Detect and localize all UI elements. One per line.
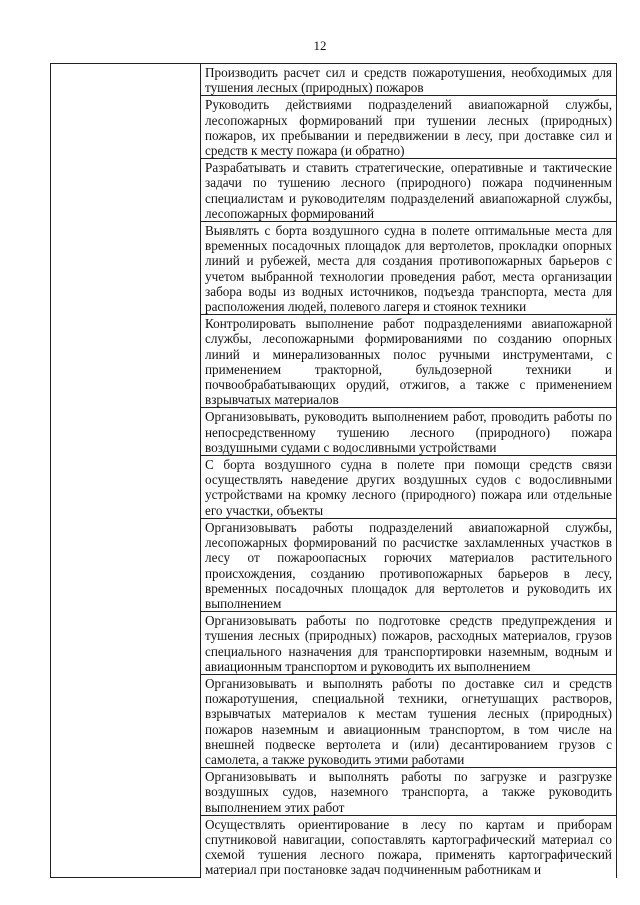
- table-cell: [201, 159, 617, 222]
- duties-table: [50, 63, 617, 878]
- table-cell: [201, 612, 617, 675]
- row-text: Организовывать, руководить выполнением работ, проводить работы по непосредственному тушению лесного (природного) пожара воздушными судами с водосливными устройствами: [205, 409, 612, 455]
- table-row: [51, 64, 617, 96]
- row-text: Выявлять с борта воздушного судна в полете оптимальные места для временных посадочных площадок для вертолетов, прокладки опорных линий и рубежей, места для создания противопожарных барьеров с учетом выбранной технологии проведения работ, места организации забора воды из водных источников, подъезда транспорта, места для расположения людей, полевого лагеря и стоянок техники: [205, 223, 612, 315]
- table-cell: [201, 518, 617, 611]
- table-cell: [201, 456, 617, 519]
- row-text: Осуществлять ориентирование в лесу по картам и приборам спутниковой навигации, сопоставлять картографический материал со схемой тушения лесного пожара, применять картографический материал при постановке задач подчиненным работникам и: [205, 816, 612, 878]
- row-text: Организовывать работы подразделений авиапожарной службы, лесопожарных формирований по расчистке захламленных участков в лесу от пожароопасных горючих материалов растительного происхождения, созданию противопожарных барьеров в лесу, временных посадочных площадок для вертолетов и руководить их выполнением: [205, 519, 612, 611]
- table-left-column-cell: [51, 64, 201, 878]
- table-cell: [201, 96, 617, 159]
- row-text: Контролировать выполнение работ подразделениями авиапожарной службы, лесопожарными формированиями по созданию опорных линий и минерализованных полос ручными инструментами, с применением тракторной, бульдозерной техники и почвообрабатывающих орудий, отжигов, а также с применением взрывчатых материалов: [205, 316, 612, 408]
- table-cell: [201, 222, 617, 315]
- page-number: 12: [313, 38, 327, 53]
- row-text: Руководить действиями подразделений авиапожарной службы, лесопожарных формирований при тушении лесных (природных) пожаров, их пребывании и передвижении в лесу, при доставке сил и средств к месту пожара (и обратно): [205, 97, 612, 159]
- row-text: Разрабатывать и ставить стратегические, оперативные и тактические задачи по тушению лесного (природного) пожара подчиненным специалистам и руководителям подразделений авиапожарной службы, лесопожарных формирований: [205, 160, 612, 221]
- table-cell: [201, 315, 617, 408]
- table-cell: [201, 408, 617, 456]
- row-text: Организовывать и выполнять работы по доставке сил и средств пожаротушения, специальной техники, огнетушащих растворов, взрывчатых материалов к местам тушения лесных (природных) пожаров наземным и авиационным транспортом, в том числе на внешней подвеске вертолета и (или) десантированием грузов с самолета, а также руководить этими работами: [205, 675, 612, 767]
- table-cell: [201, 674, 617, 767]
- table-cell: [201, 64, 617, 96]
- table-cell: [201, 815, 617, 877]
- row-text: Производить расчет сил и средств пожаротушения, необходимых для тушения лесных (природных) пожаров: [205, 65, 612, 96]
- table-cell: [201, 768, 617, 816]
- row-text: Организовывать и выполнять работы по загрузке и разгрузке воздушных судов, наземного транспорта, а также руководить выполнением этих работ: [205, 769, 612, 815]
- row-text: С борта воздушного судна в полете при помощи средств связи осуществлять наведение других воздушных судов с водосливными устройствами на кромку лесного (природного) пожара или отдельные его участки, объекты: [205, 457, 612, 518]
- row-text: Организовывать работы по подготовке средств предупреждения и тушения лесных (природных) пожаров, расходных материалов, грузов специального назначения для транспортировки наземным, водным и авиационным транспортом и руководить их выполнением: [205, 613, 612, 674]
